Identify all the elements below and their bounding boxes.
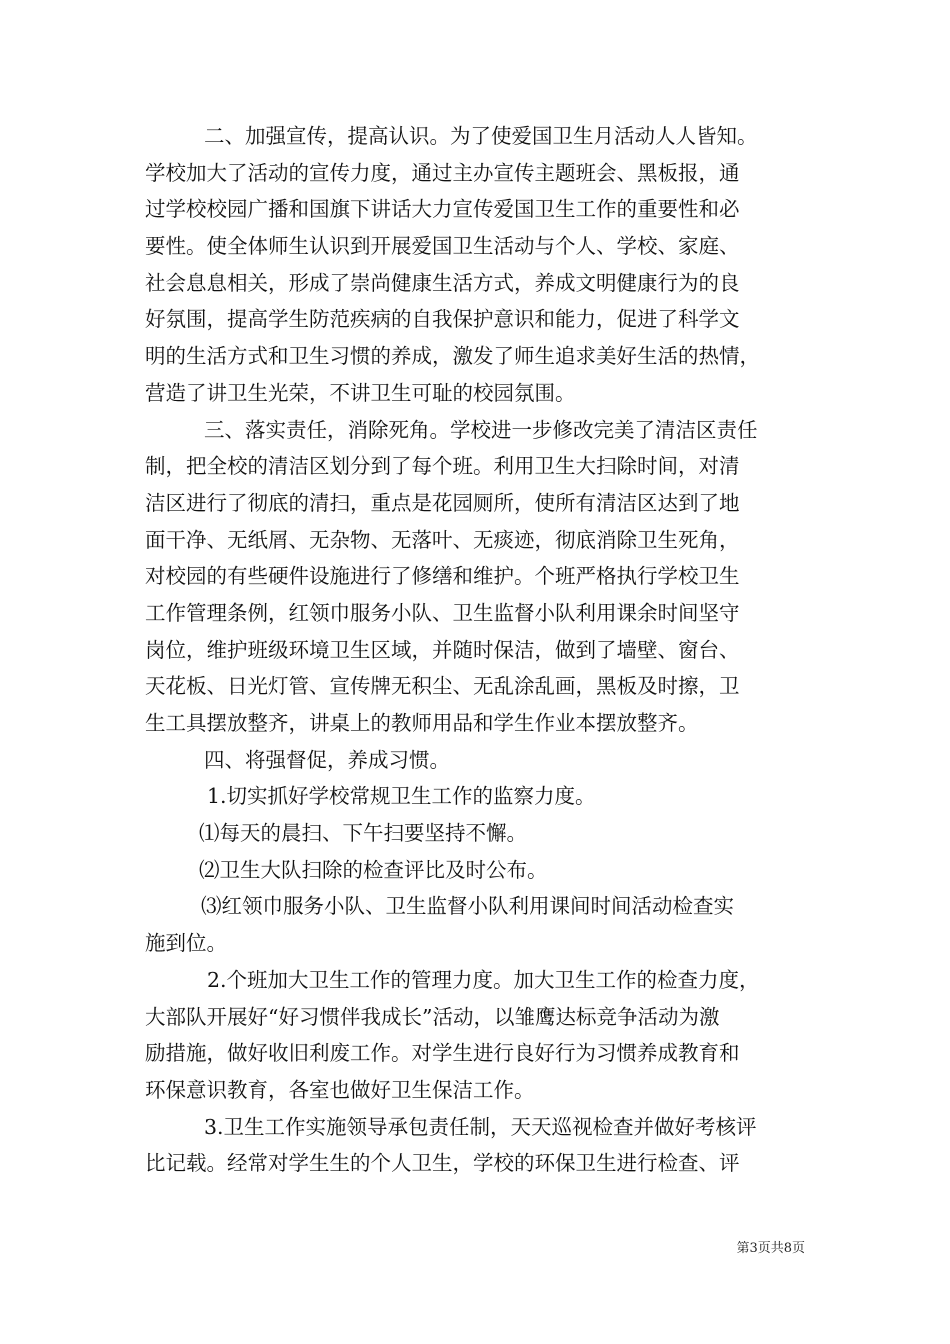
paragraph-line: 洁区进行了彻底的清扫，重点是花园厕所，使所有清洁区达到了地 [145, 490, 740, 515]
paragraph-line: 过学校校园广播和国旗下讲话大力宣传爱国卫生工作的重要性和必 [145, 197, 740, 222]
paragraph-line: 二、加强宣传，提高认识。为了使爱国卫生月活动人人皆知。 [204, 124, 758, 148]
paragraph-line: 对校园的有些硬件设施进行了修缮和维护。个班严格执行学校卫生 [145, 564, 740, 589]
paragraph-line: 要性。使全体师生认识到开展爱国卫生活动与个人、学校、家庭、 [145, 234, 740, 259]
paragraph-line: 比记载。经常对学生生的个人卫生，学校的环保卫生进行检查、评 [145, 1151, 740, 1176]
paragraph-line: 工作管理条例，红领巾服务小队、卫生监督小队利用课余时间坚守 [145, 600, 740, 625]
list-item: 2.个班加大卫生工作的管理力度。加大卫生工作的检查力度， [207, 967, 760, 992]
list-item: ⑴每天的晨扫、下午扫要坚持不懈。 [199, 821, 527, 846]
paragraph-line: 制，把全校的清洁区划分到了每个班。利用卫生大扫除时间，对清 [145, 454, 740, 479]
paragraph-line: 岗位，维护班级环境卫生区域，并随时保洁，做到了墙壁、窗台、 [145, 637, 740, 662]
list-item: ⑵卫生大队扫除的检查评比及时公布。 [199, 857, 548, 882]
paragraph-line: 社会息息相关，形成了崇尚健康生活方式，养成文明健康行为的良 [145, 270, 740, 295]
paragraph-line: 三、落实责任，消除死角。学校进一步修改完美了清洁区责任 [204, 417, 758, 442]
paragraph-line: 营造了讲卫生光荣，不讲卫生可耻的校园氛围。 [145, 380, 576, 405]
paragraph-line: 施到位。 [145, 931, 227, 956]
page-number: 第3页共8页 [736, 1241, 805, 1256]
list-item: ⑶红领巾服务小队、卫生监督小队利用课间时间活动检查实 [201, 894, 734, 919]
body-text [145, 118, 809, 1182]
paragraph-line: 学校加大了活动的宣传力度，通过主办宣传主题班会、黑板报，通 [145, 160, 740, 185]
list-item: 1.切实抓好学校常规卫生工作的监察力度。 [207, 784, 596, 809]
list-item: 3.卫生工作实施领导承包责任制，天天巡视检查并做好考核评 [204, 1114, 757, 1139]
paragraph-line: 好氛围，提高学生防范疾病的自我保护意识和能力，促进了科学文 [145, 307, 740, 332]
paragraph-line: 天花板、日光灯管、宣传牌无积尘、无乱涂乱画，黑板及时擦，卫 [145, 674, 740, 699]
paragraph-line: 环保意识教育，各室也做好卫生保洁工作。 [145, 1077, 535, 1102]
paragraph-line: 励措施，做好收旧利废工作。对学生进行良好行为习惯养成教育和 [145, 1041, 740, 1066]
paragraph-line: 大部队开展好“好习惯伴我成长”活动，以雏鹰达标竞争活动为激 [145, 1004, 720, 1029]
paragraph-line: 明的生活方式和卫生习惯的养成，激发了师生追求美好生活的热情， [145, 344, 760, 369]
paragraph-line: 面干净、无纸屑、无杂物、无落叶、无痰迹，彻底消除卫生死角， [145, 527, 740, 552]
paragraph-line: 生工具摆放整齐，讲桌上的教师用品和学生作业本摆放整齐。 [145, 711, 699, 735]
section-heading: 四、将强督促，养成习惯。 [204, 747, 450, 772]
